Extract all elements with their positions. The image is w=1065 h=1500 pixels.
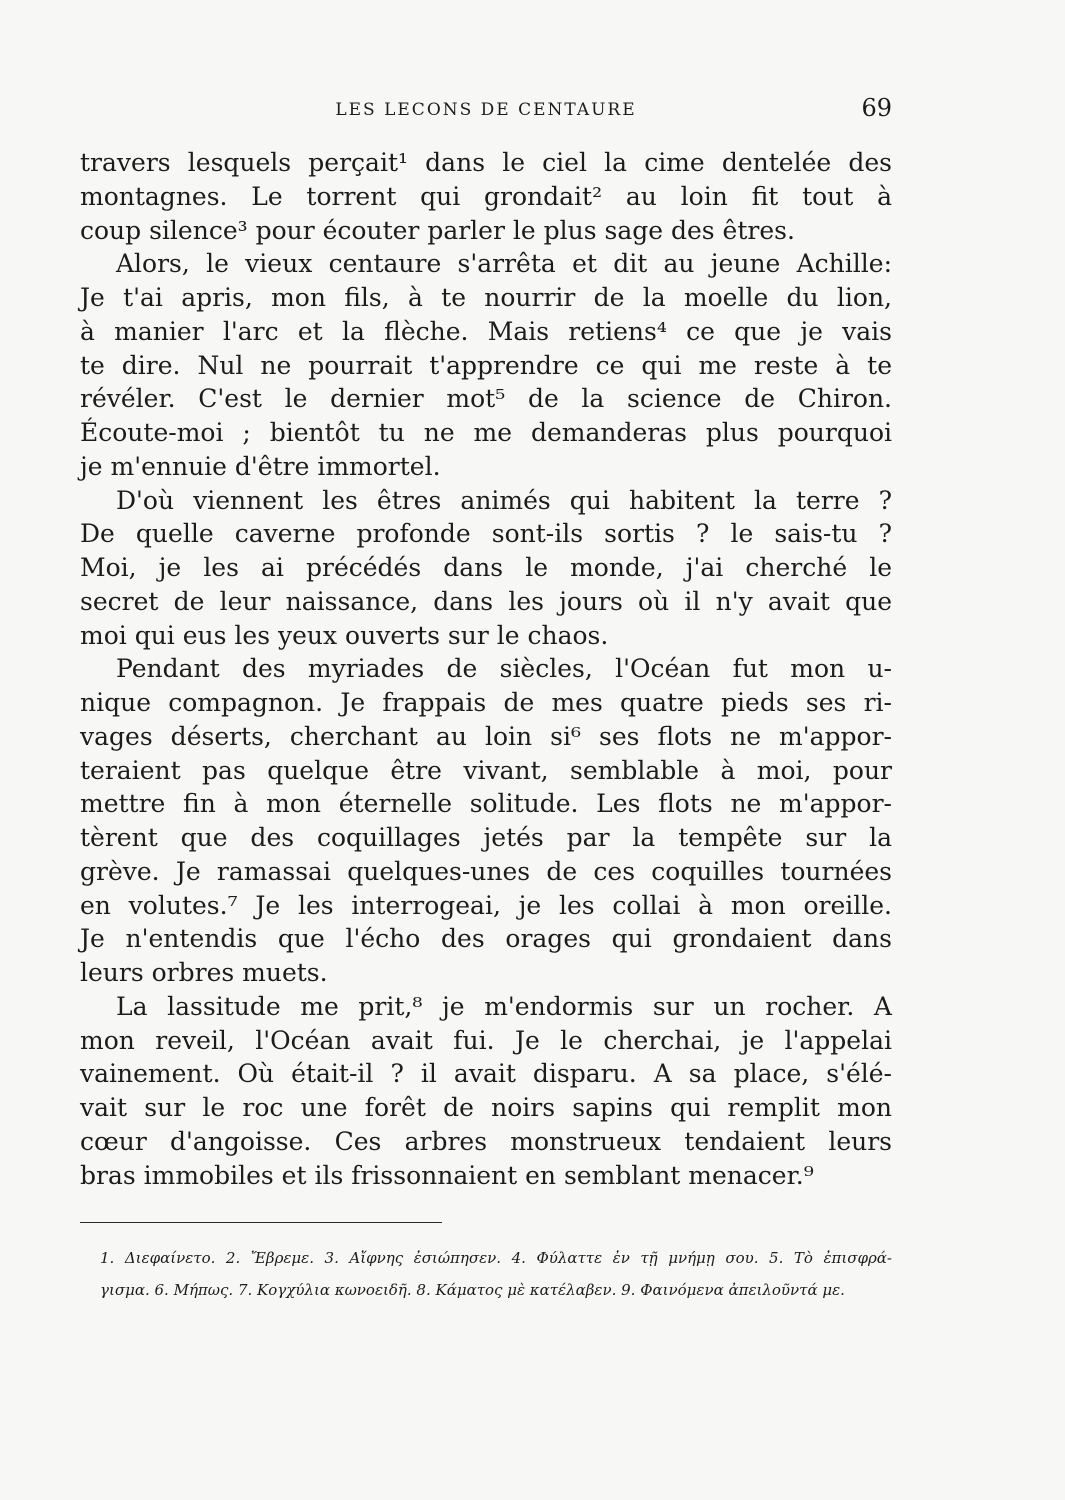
text-line: Pendant des myriades de siècles, l'Océan fut mon u-	[116, 654, 892, 684]
text-line: secret de leur naissance, dans les jours où il n'y avait que	[80, 586, 892, 616]
text-line: grève. Je ramassai quelques-unes de ces coquilles tournées	[80, 856, 892, 886]
text-line: en volutes.⁷ Je les interrogeai, je les collai à mon oreille.	[80, 890, 892, 920]
text-line: te dire. Nul ne pourrait t'apprendre ce qui me reste à te	[80, 350, 892, 380]
page-number: 69	[861, 94, 892, 122]
text-line: teraient pas quelque être vivant, semblable à moi, pour	[80, 755, 892, 785]
running-header	[80, 96, 892, 124]
footnote-line: 1. Διεφαίνετο. 2. Ἔβρεμε. 3. Αἴφνης ἐσιώπησεν. 4. Φύλαττε ἐν τῇ μνήμῃ σου. 5. Τὸ ἐπισφρά-	[100, 1249, 892, 1267]
footnote-line: γισμα. 6. Μήπως. 7. Κογχύλια κωνοειδῆ. 8. Κάματος μὲ κατέλαβεν. 9. Φαινόμενα ἀπειλοῦντά με.	[100, 1281, 845, 1299]
text-line: Je t'ai apris, mon fils, à te nourrir de la moelle du lion,	[80, 283, 892, 312]
text-line: De quelle caverne profonde sont-ils sortis ? le sais-tu ?	[80, 519, 892, 549]
running-title: LES LECONS DE CENTAURE	[335, 100, 637, 120]
text-line: moi qui eus les yeux ouverts sur le chaos.	[80, 620, 609, 650]
text-line: nique compagnon. Je frappais de mes quatre pieds ses ri-	[80, 688, 892, 717]
text-line: vait sur le roc une forêt de noirs sapins qui remplit mon	[80, 1093, 892, 1122]
text-line: D'où viennent les êtres animés qui habitent la terre ?	[116, 485, 892, 515]
text-line: travers lesquels perçait¹ dans le ciel la cime dentelée des	[80, 148, 892, 177]
text-line: cœur d'angoisse. Ces arbres monstrueux tendaient leurs	[80, 1126, 892, 1156]
text-line: mettre fin à mon éternelle solitude. Les flots ne m'appor-	[80, 789, 892, 819]
text-line: vainement. Où était-il ? il avait disparu. A sa place, s'élé-	[80, 1059, 892, 1089]
text-line: vages déserts, cherchant au loin si⁶ ses flots ne m'appor-	[80, 721, 892, 751]
text-line: mon reveil, l'Océan avait fui. Je le cherchai, je l'appelai	[80, 1025, 892, 1055]
text-line: leurs orbres muets.	[80, 958, 328, 987]
text-line: tèrent que des coquillages jetés par la tempête sur la	[80, 823, 892, 852]
text-line: révéler. C'est le dernier mot⁵ de la science de Chiron.	[80, 384, 892, 414]
text-line: à manier l'arc et la flèche. Mais retiens⁴ ce que je vais	[80, 316, 892, 346]
text-line: coup silence³ pour écouter parler le plus sage des êtres.	[80, 215, 795, 245]
text-line: Moi, je les ai précédés dans le monde, j'ai cherché le	[80, 553, 892, 582]
footnote-rule	[80, 1222, 442, 1223]
footnotes	[100, 1242, 892, 1306]
text-line: Je n'entendis que l'écho des orages qui grondaient dans	[80, 924, 892, 954]
body-text	[80, 146, 892, 1192]
text-line: je m'ennuie d'être immortel.	[80, 451, 441, 481]
text-line: Alors, le vieux centaure s'arrêta et dit au jeune Achille:	[116, 249, 892, 279]
text-line: Écoute-moi ; bientôt tu ne me demanderas plus pourquoi	[80, 418, 892, 447]
text-line: bras immobiles et ils frissonnaient en semblant menacer.⁹	[80, 1160, 814, 1190]
text-line: La lassitude me prit,⁸ je m'endormis sur un rocher. A	[116, 991, 892, 1021]
text-line: montagnes. Le torrent qui grondait² au loin fit tout à	[80, 181, 892, 211]
